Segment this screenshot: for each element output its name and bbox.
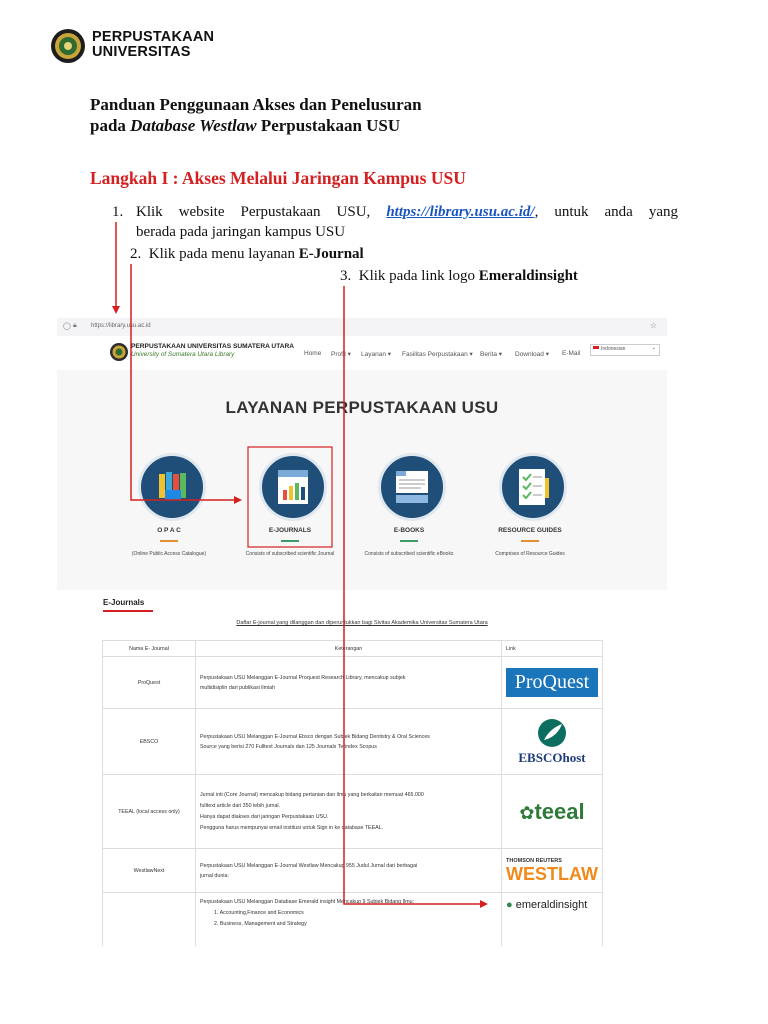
lock-icon: 🔒︎ [73,322,77,329]
step-heading: Langkah I : Akses Melalui Jaringan Kampus USU [90,168,466,188]
row-desc-line: Source yang berisi 270 Fulltext Journals dan 125 Journals Terindex Scopus [200,743,377,750]
row-name: ProQuest [103,657,196,709]
nav-profil[interactable]: Profil ▾ [331,351,351,358]
row-name: TEEAL (local access only) [103,775,196,849]
title-line2-italic: Database Westlaw [130,116,257,135]
annotation-arrowhead-3 [480,900,488,908]
row-desc-line: Perpustakaan USU Melanggan E-Journal Proquest Research Library, mencakup subjek [200,674,406,681]
annotation-arrow-2 [131,264,240,500]
row-desc-line: jurnal dunia: [200,872,229,879]
instruction-2-bold: E-Journal [298,246,364,262]
row-desc-line: Perpustakaan USU Melanggan E-Journal Westlaw Mencakup 955 Judul Jurnal dari berbagai [200,862,418,869]
instruction-1-num: 1. [112,204,124,220]
proquest-logo[interactable]: ProQuest [506,668,598,697]
row-desc-line: Hanya dapat diakses dari jaringan Perpustakaan USU. [200,814,329,820]
annotation-arrowhead-2 [234,496,242,504]
ebooks-label[interactable]: E-BOOKS [393,527,425,534]
instruction-3-num: 3. [340,268,352,284]
nav-home[interactable]: Home [304,350,322,357]
language-value: Indonesian [601,346,626,352]
teeal-plant-icon: ✿ [519,802,535,823]
emerald-e-icon: ● [506,899,513,911]
instruction-2-text: Klik pada menu layanan [148,246,295,262]
nav-fasilitas[interactable]: Fasilitas Perpustakaan ▾ [402,351,473,358]
title-line1: Panduan Penggunaan Akses dan Penelusuran [90,95,422,114]
annotation-arrow-3 [344,286,486,904]
nav-berita[interactable]: Berita ▾ [480,351,503,358]
ejournals-highlight-box [248,447,332,547]
ejournals-heading: E-Journals [103,598,145,607]
instruction-1-cont: berada pada jaringan kampus USU [136,224,346,240]
row-desc-line: 2. Business, Management and Strategy [214,921,307,927]
westlaw-logo[interactable]: WESTLAW [506,863,598,884]
header-link: Link [502,641,603,657]
site-name: PERPUSTAKAAN UNIVERSITAS SUMATERA UTARA [131,343,295,350]
row-desc-line: Perpustakaan USU Melanggan Database Emerald insight Mencakup 9 Subjek Bidang Ilmu: [200,899,415,905]
instruction-2-num: 2. [130,246,142,262]
row-desc-line: Perpustakaan USU Melanggan E-Journal Ebsco dengan Subjek Bidang Dentistry & Oral Sciences [200,733,430,740]
services-title: LAYANAN PERPUSTAKAAN USU [225,398,499,417]
instruction-3-text: Klik pada link logo [358,268,475,284]
shield-icon: ◯ [63,323,71,330]
nav-email[interactable]: E-Mail [562,350,581,357]
row-desc-line: fulltext article dari 350 lebih jurnal. [200,803,281,809]
ejournals-list-link[interactable]: Daftar E-journal yang dilanggan dan diperuntukkan bagi Sivitas Akademika Universitas Sumatera Utara [236,620,488,626]
nav-layanan[interactable]: Layanan ▾ [361,351,392,358]
library-website-link[interactable]: https://library.usu.ac.id/ [386,204,535,220]
title-line2-pre: pada [90,116,131,135]
instruction-1-text: Klik website Perpustakaan USU, [136,204,371,220]
emerald-logo[interactable]: emeraldinsight [515,899,588,911]
resource-guides-desc: Comprises of Resource Guides [495,551,565,557]
row-name: EBSCO [103,709,196,775]
instruction-1-text-b: , untuk anda yang [534,204,679,220]
ebsco-logo[interactable]: EBSCOhost [518,749,586,765]
header-desc: Keterangan [196,641,502,657]
row-name: WestlawNext [103,849,196,893]
row-desc-line: 1. Accounting,Finance and Economics [214,910,304,916]
row-desc-line: Jurnal inti (Core Journal) mencakup bidang pertanian dan ilmu yang berkaitan memuat 465.000 [200,792,424,798]
title-line2-post: Perpustakaan USU [256,116,401,135]
thomson-reuters-label: THOMSON REUTERS [506,857,562,864]
chevron-down-icon: ⌄ [651,345,656,351]
resource-guides-label[interactable]: RESOURCE GUIDES [498,527,562,534]
ejournals-desc: Consists of subscribed scientific Journal [245,551,335,557]
instruction-3-bold: Emeraldinsight [478,268,578,284]
opac-label[interactable]: O P A C [157,527,181,534]
library-name-line1: PERPUSTAKAAN [92,29,215,45]
teeal-logo[interactable]: teeal [534,798,585,824]
browser-url[interactable]: https://library.usu.ac.id [91,323,151,329]
site-subtitle: University of Sumatera Utara Library [131,351,235,358]
library-name-line2: UNIVERSITAS [92,44,191,60]
row-desc-line: multidisiplin dari publikasi ilmiah [200,684,276,691]
ejournals-label[interactable]: E-JOURNALS [268,527,312,534]
opac-desc: (Online Public Access Catalogue) [131,551,207,557]
annotation-arrowhead-1 [112,306,120,314]
ebooks-desc: Consists of subscribed scientific eBooks [364,551,454,557]
row-desc-line: Pengguna harus mempunyai email institusi untuk Sign in ke database TEEAL. [200,825,384,831]
bookmark-star-icon[interactable]: ☆ [649,321,657,330]
nav-download[interactable]: Download ▾ [515,351,549,358]
header-name: Nama E- Journal [103,641,196,657]
